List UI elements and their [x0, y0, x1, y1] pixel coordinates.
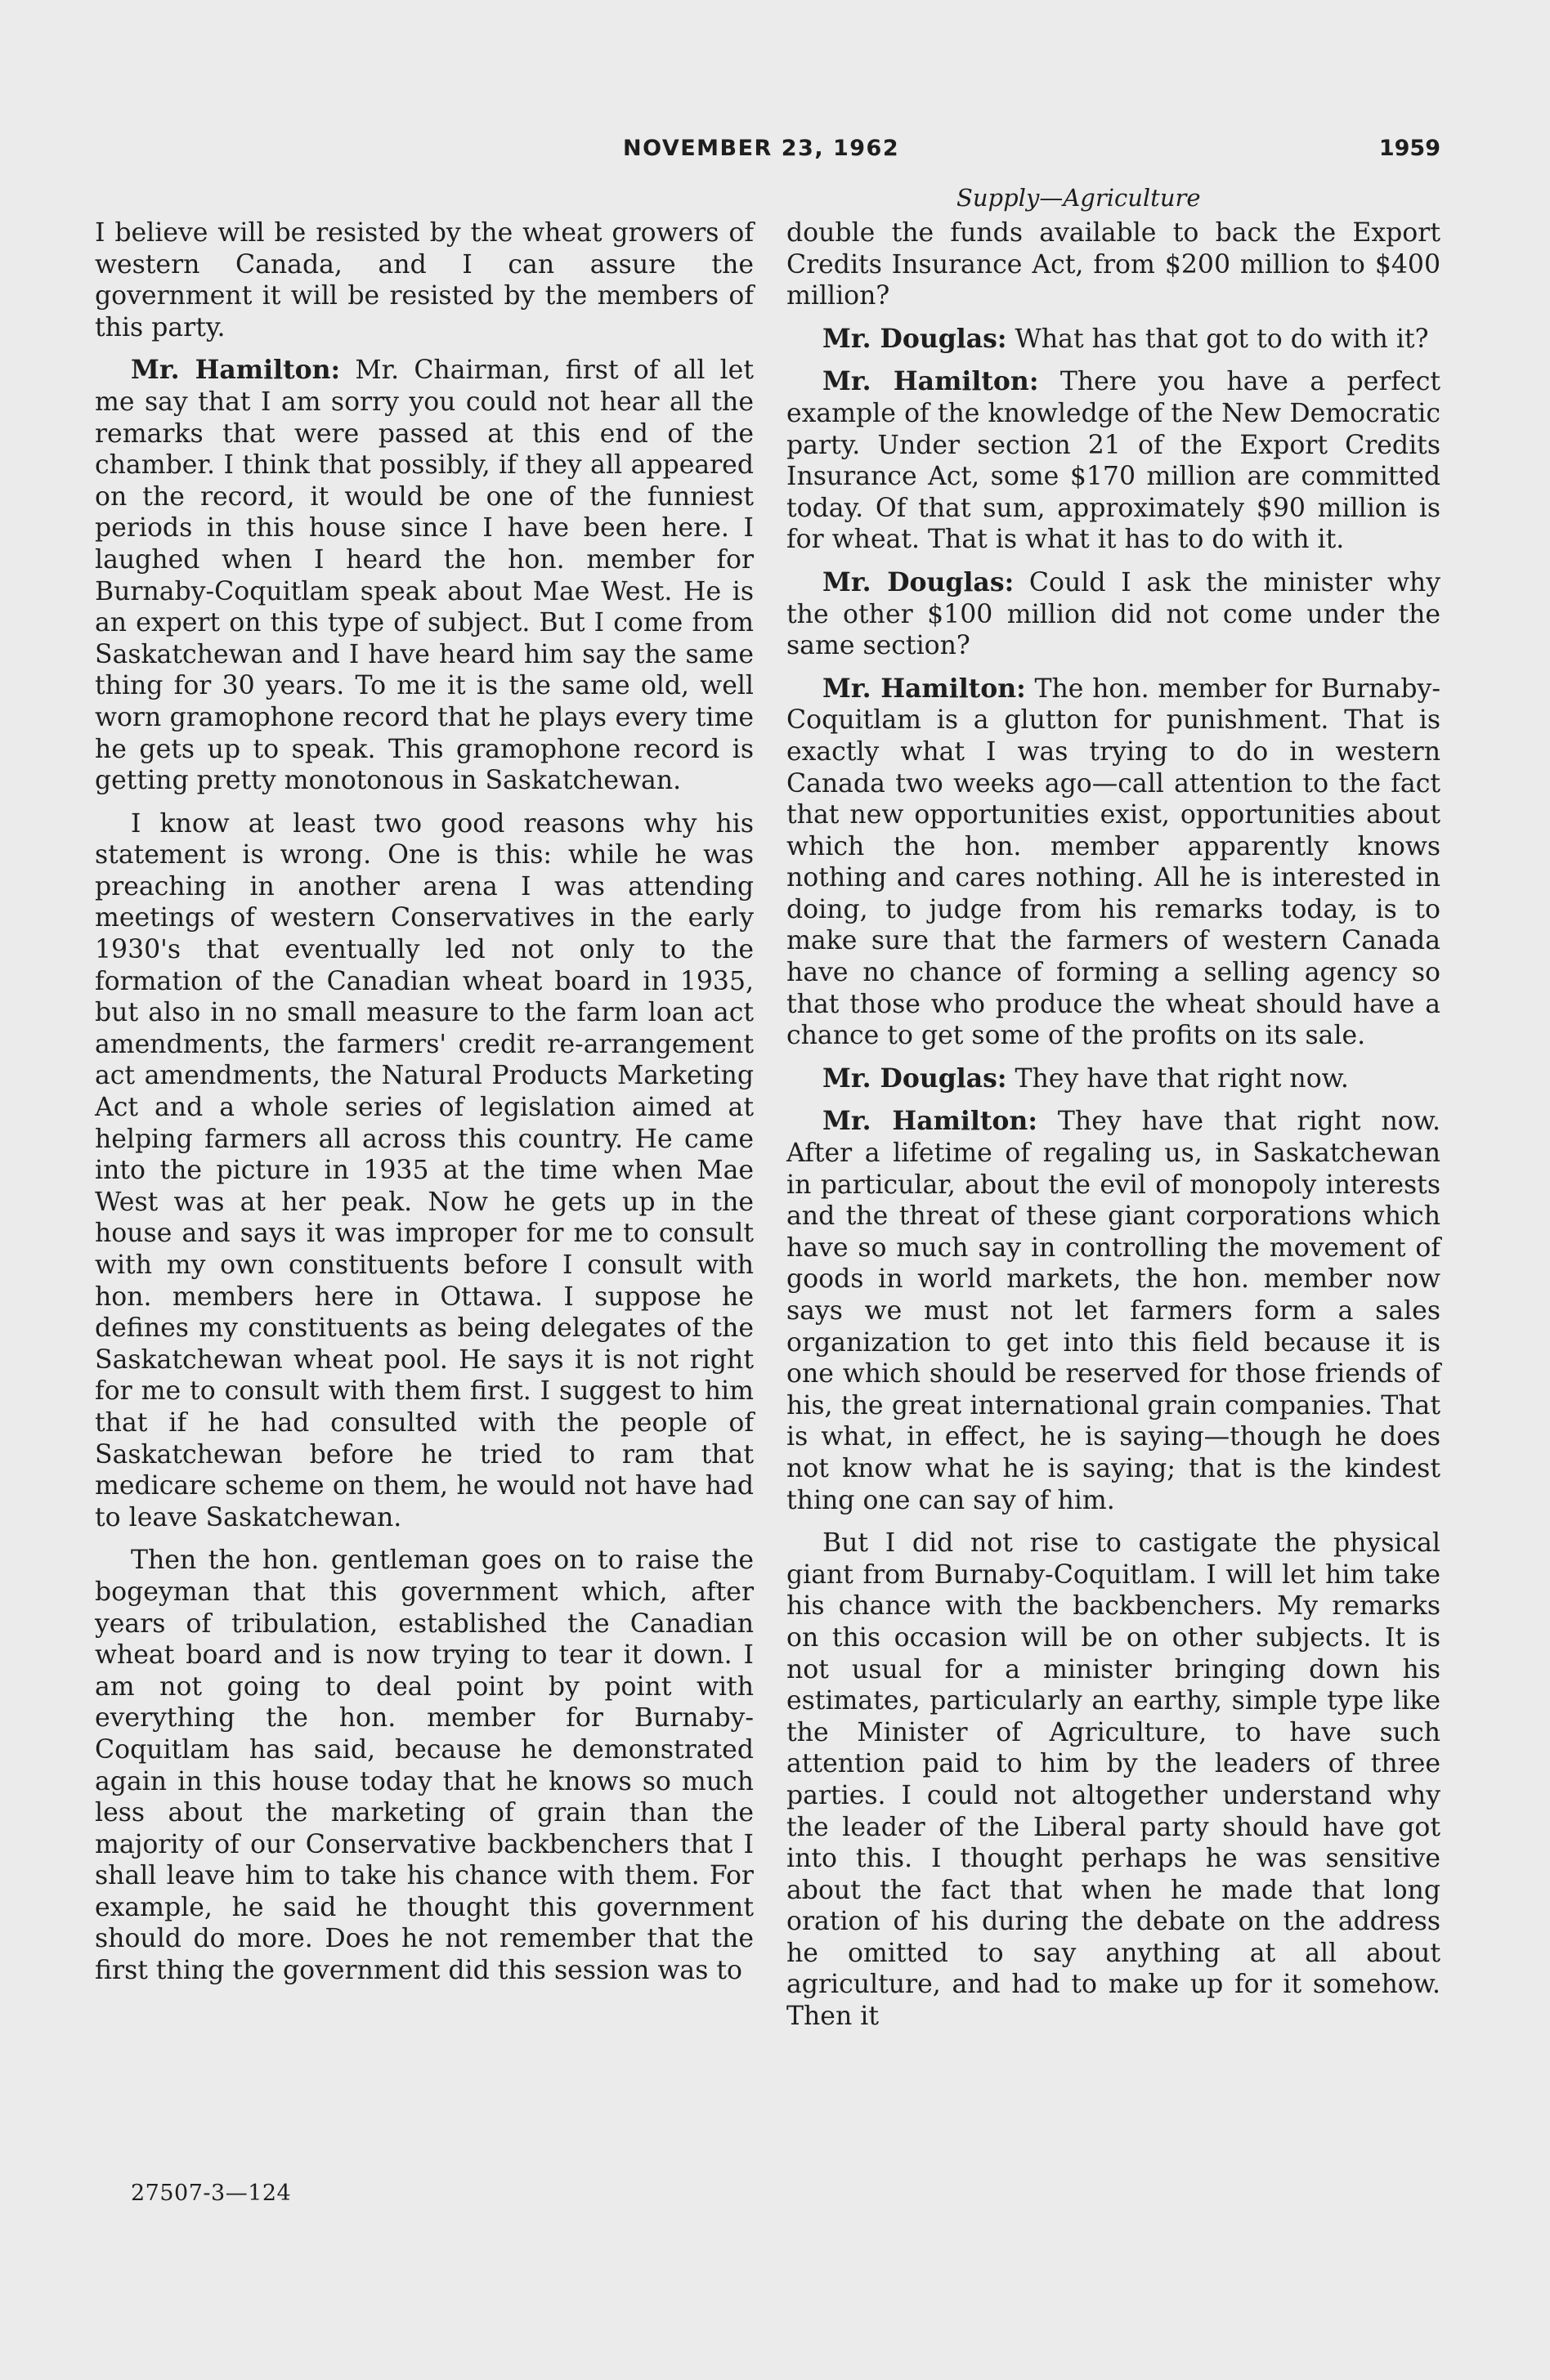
paragraph: I believe will be resisted by the wheat growers of western Canada, and I can assure the government it will be resisted by the members of this party. [95, 218, 754, 342]
speech-paragraph [786, 366, 1440, 556]
speaker-name: Mr. Douglas: [822, 566, 1015, 597]
speech-text: There you have a perfect example of the knowledge of the New Democratic party. Under section 21 of the Export Credits Insurance Act, some $170 million are committed today. Of that sum, approximately $90 million is for wheat. That is what it has to do with it. [786, 367, 1440, 555]
speech-text: The hon. member for Burnaby-Coquitlam is a glutton for punishment. That is exactly what I was trying to do in western Canada two weeks ago—call attention to the fact that new opportunities exist, opportunities about which the hon. member apparently knows nothing and cares nothing. All he is interested in doing, to judge from his remarks today, is to make sure that the farmers of western Canada have no chance of forming a selling agency so that those who produce the wheat should have a chance to get some of the profits on its sale. [786, 673, 1440, 1051]
section-heading: Supply—Agriculture [956, 184, 1201, 212]
speech-text: They have that right now. After a lifetime of regaling us, in Saskatchewan in particular, about the evil of monopoly interests and the threat of these giant corporations which have so much say in controlling the movement of goods in world markets, the hon. member now says we must not let farmers form a sales organization to get into this field because it is one which should be reserved for those friends of his, the great international grain companies. That is what, in effect, he is saying—though he does not know what he is saying; that is the kindest thing one can say of him. [786, 1107, 1440, 1515]
paragraph: But I did not rise to castigate the physical giant from Burnaby-Coquitlam. I will let him take his chance with the backbenchers. My remarks on this occasion will be on other subjects. It is not usual for a minister bringing down his estimates, particularly an earthy, simple type like the Minister of Agriculture, to have such attention paid to him by the leaders of three parties. I could not altogether understand why the leader of the Liberal party should have got into this. I thought perhaps he was sensitive about the fact that when he made that long oration of his during the debate on the address he omitted to say anything at all about agriculture, and had to make up for it somehow. Then it [786, 1528, 1440, 2032]
right-column [786, 217, 1440, 2044]
speaker-name: Mr. Hamilton: [131, 355, 341, 386]
speech-paragraph [786, 1106, 1440, 1516]
left-column [95, 217, 754, 1998]
speech-paragraph [95, 355, 754, 796]
speech-paragraph [786, 673, 1440, 1052]
paragraph: double the funds available to back the Export Credits Insurance Act, from $200 million to $400 million? [786, 218, 1440, 311]
speech-text: Could I ask the minister why the other $100 million did not come under the same section? [786, 567, 1441, 661]
speech-paragraph [786, 324, 1440, 356]
speaker-name: Mr. Hamilton: [822, 366, 1039, 397]
paragraph: Then the hon. gentleman goes on to raise the bogeyman that this government which, after years of tribulation, established the Canadian wheat board and is now trying to tear it down. I am not going to deal point by point with everything the hon. member for Burnaby-Coquitlam has said, because he demonstrated again in this house today that he knows so much less about the marketing of grain than the majority of our Conservative backbenchers that I shall leave him to take his chance with them. For example, he said he thought this government should do more. Does he not remember that the first thing the government did this session was to [95, 1546, 754, 1986]
page-number: 1959 [1378, 136, 1440, 161]
speech-paragraph [786, 1063, 1440, 1095]
speech-text: They have that right now. [1006, 1063, 1349, 1094]
speaker-name: Mr. Douglas: [822, 323, 1007, 354]
speech-text: What has that got to do with it? [1006, 324, 1429, 354]
running-head [0, 136, 1550, 177]
printer-reference: 27507-3—124 [131, 2181, 292, 2206]
speech-paragraph [786, 567, 1440, 662]
header-date: NOVEMBER 23, 1962 [623, 136, 900, 161]
paragraph: I know at least two good reasons why his statement is wrong. One is this: while he was preaching in another arena I was attending meetings of western Conservatives in the early 1930's that eventually led not only to the formation of the Canadian wheat board in 1935, but also in no small measure to the farm loan act amendments, the farmers' credit re-arrangement act amendments, the Natural Products Marketing Act and a whole series of legislation aimed at helping farmers all across this country. He came into the picture in 1935 at the time when Mae West was at her peak. Now he gets up in the house and says it was improper for me to consult with my own constituents before I consult with hon. members here in Ottawa. I suppose he defines my constituents as being delegates of the Saskatchewan wheat pool. He says it is not right for me to consult with them first. I suggest to him that if he had consulted with the people of Saskatchewan before he tried to ram that medicare scheme on them, he would not have had to leave Saskatchewan. [95, 808, 754, 1532]
speaker-name: Mr. Douglas: [822, 1062, 1007, 1094]
speech-text: Mr. Chairman, first of all let me say that I am sorry you could not hear all the remarks that were passed at this end of the chamber. I think that possibly, if they all appeared on the record, it would be one of the funniest periods in this house since I have been here. I laughed when I heard the hon. member for Burnaby-Coquitlam speak about Mae West. He is an expert on this type of subject. But I come from Saskatchewan and I have heard him say the same thing for 30 years. To me it is the same old, well worn gramophone record that he plays every time he gets up to speak. This gramophone record is getting pretty monotonous in Saskatchewan. [95, 356, 754, 796]
speaker-name: Mr. Hamilton: [822, 673, 1026, 704]
speaker-name: Mr. Hamilton: [822, 1106, 1037, 1137]
